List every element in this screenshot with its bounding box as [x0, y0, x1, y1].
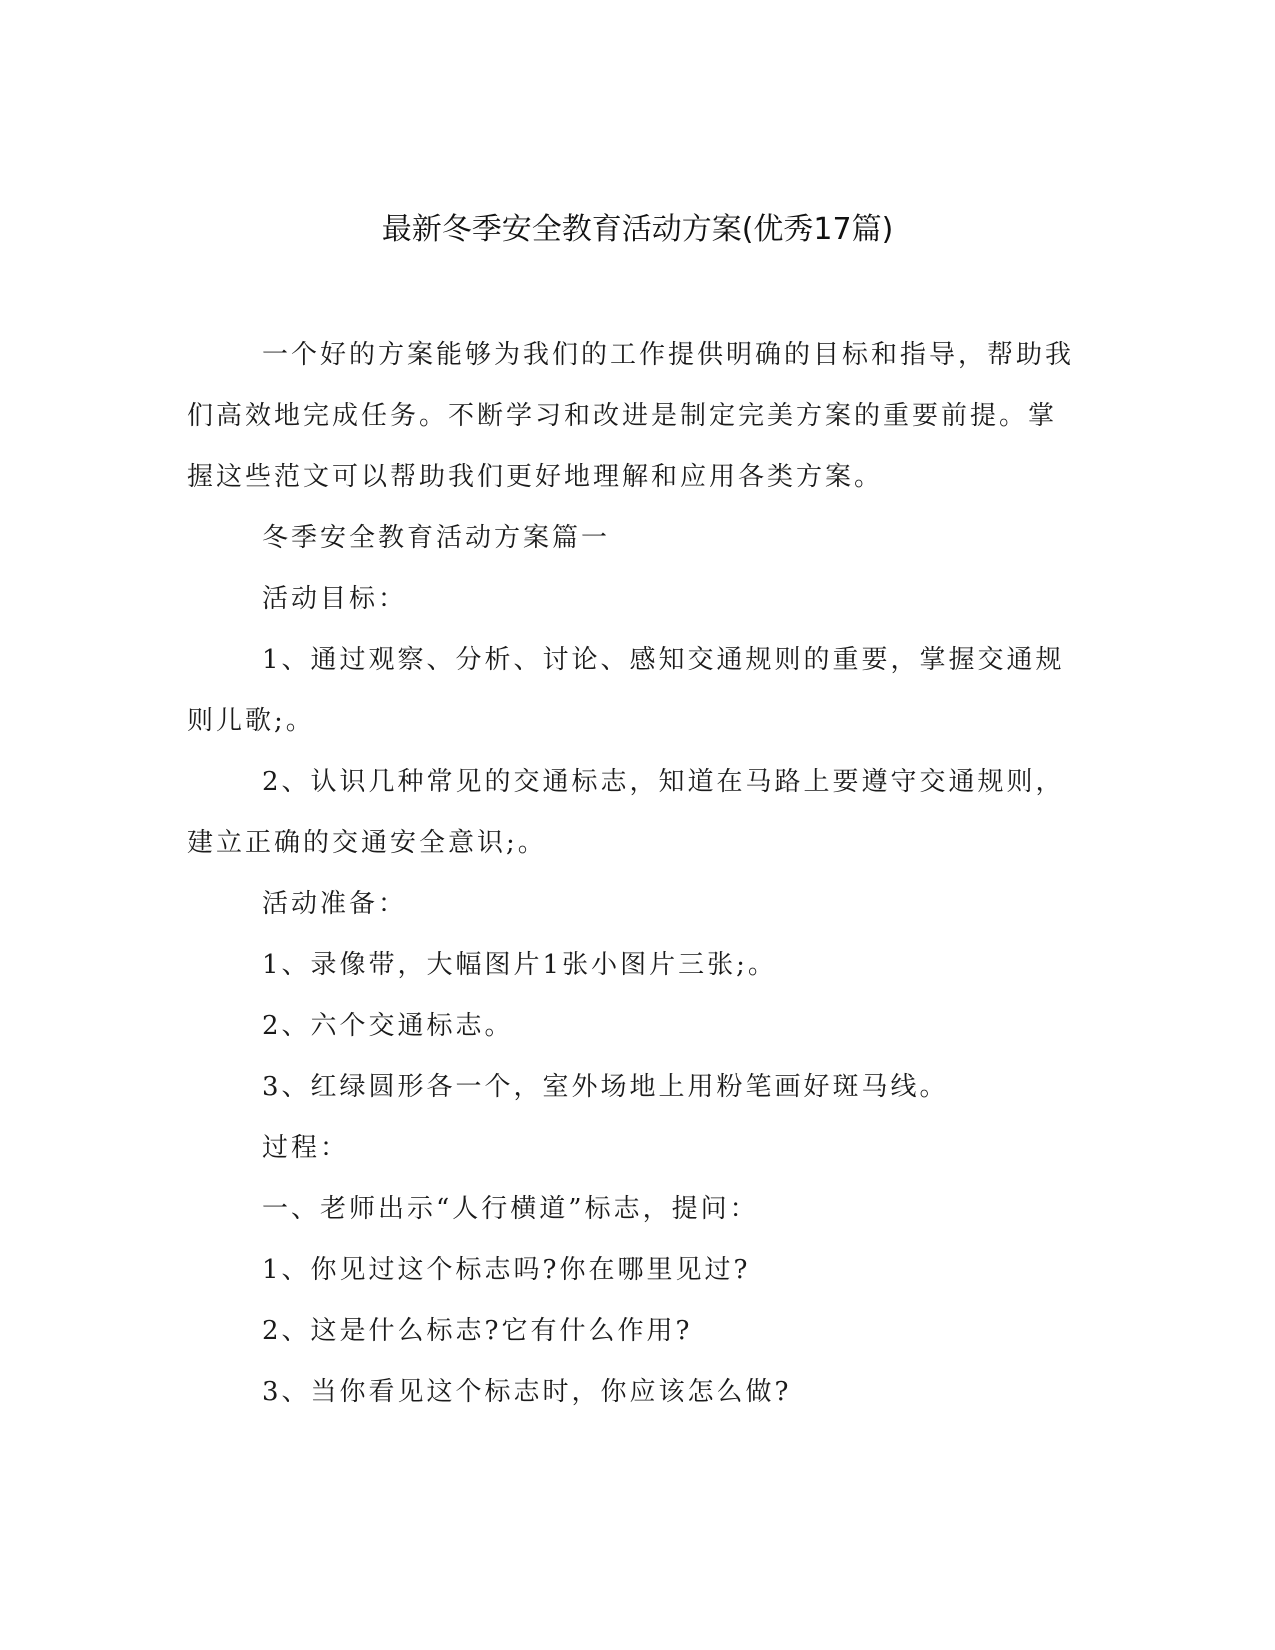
prep-heading: 活动准备：: [262, 889, 408, 919]
question-item: 1、你见过这个标志吗?你在哪里见过?: [262, 1255, 751, 1285]
process-step: 一、老师出示“人行横道”标志，提问：: [262, 1194, 759, 1224]
prep-item: 3、红绿圆形各一个，室外场地上用粉笔画好斑马线。: [262, 1072, 949, 1102]
process-heading: 过程：: [262, 1133, 350, 1163]
prep-item: 2、六个交通标志。: [262, 1011, 514, 1041]
goal-item-line: 1、通过观察、分析、讨论、感知交通规则的重要，掌握交通规: [262, 645, 1065, 675]
question-item: 2、这是什么标志?它有什么作用?: [262, 1316, 693, 1346]
goal-item-line: 则儿歌;。: [187, 706, 315, 736]
document-title: 最新冬季安全教育活动方案(优秀17篇): [381, 212, 894, 247]
document-body: [187, 325, 1087, 1423]
goal-item-line: 2、认识几种常见的交通标志，知道在马路上要遵守交通规则，: [262, 767, 1065, 797]
goals-heading: 活动目标：: [262, 584, 408, 614]
question-item: 3、当你看见这个标志时，你应该怎么做?: [262, 1377, 792, 1407]
intro-line: 们高效地完成任务。不断学习和改进是制定完美方案的重要前提。掌: [187, 401, 1058, 431]
goal-item-line: 建立正确的交通安全意识;。: [187, 828, 547, 858]
section-heading: 冬季安全教育活动方案篇一: [262, 523, 611, 553]
intro-line: 一个好的方案能够为我们的工作提供明确的目标和指导，帮助我: [262, 340, 1075, 370]
intro-line: 握这些范文可以帮助我们更好地理解和应用各类方案。: [187, 462, 884, 492]
prep-item: 1、录像带，大幅图片1张小图片三张;。: [262, 950, 777, 980]
